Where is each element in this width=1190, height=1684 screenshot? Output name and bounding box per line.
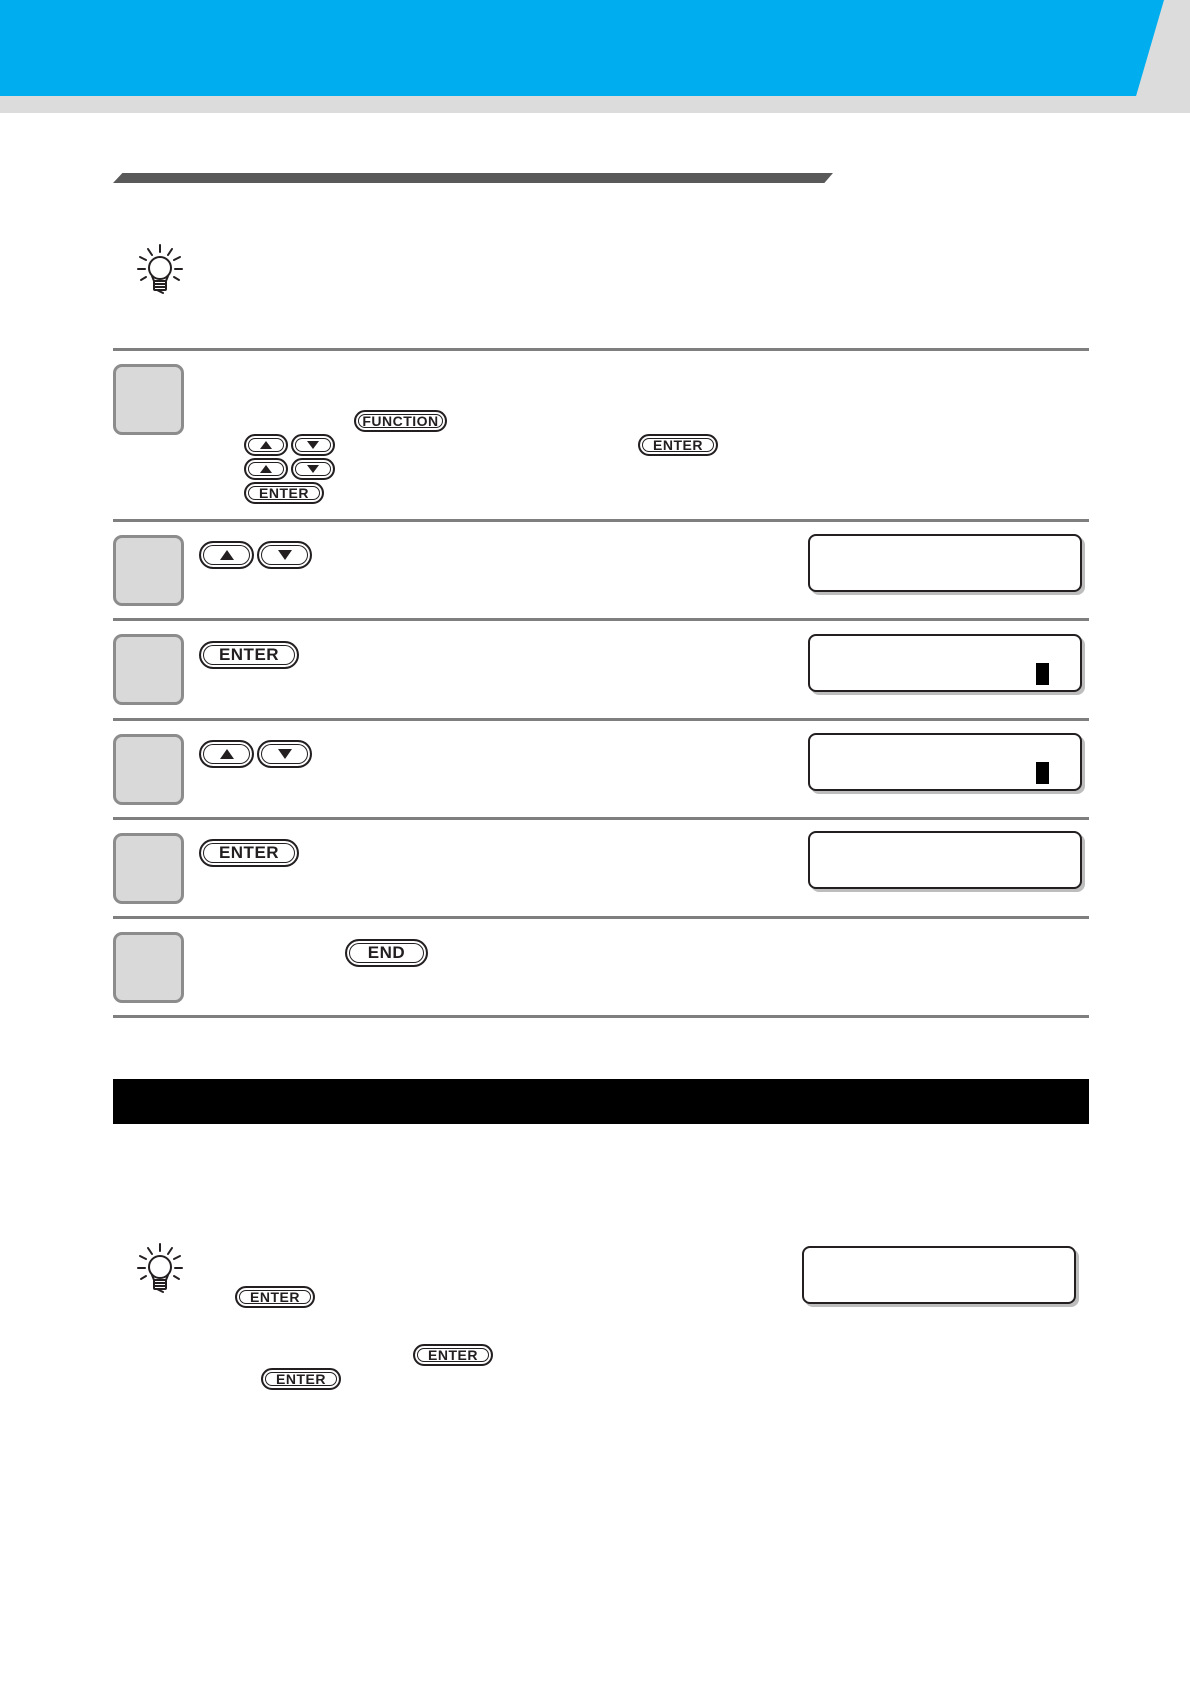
down-arrow-icon — [278, 550, 292, 560]
step-divider — [113, 348, 1089, 351]
step-divider — [113, 718, 1089, 721]
up-key — [244, 434, 288, 456]
section-header-bar — [113, 1079, 1089, 1124]
section-title-bar — [113, 173, 833, 183]
down-arrow-icon — [307, 441, 319, 449]
down-key — [291, 458, 335, 480]
down-key — [257, 541, 312, 569]
lcd-cursor — [1036, 762, 1049, 784]
enter-key: ENTER — [413, 1344, 493, 1366]
step-divider — [113, 916, 1089, 919]
enter-key: ENTER — [638, 434, 718, 456]
step-divider — [113, 817, 1089, 820]
up-key — [199, 740, 254, 768]
down-key — [291, 434, 335, 456]
down-arrow-icon — [278, 749, 292, 759]
up-arrow-icon — [260, 465, 272, 473]
end-key: END — [345, 939, 428, 967]
up-key — [199, 541, 254, 569]
down-key — [257, 740, 312, 768]
up-arrow-icon — [220, 749, 234, 759]
enter-key: ENTER — [199, 839, 299, 867]
up-key — [244, 458, 288, 480]
enter-key: ENTER — [235, 1286, 315, 1308]
lcd-display — [802, 1246, 1076, 1304]
lcd-cursor — [1036, 663, 1049, 685]
step-number-box-5 — [113, 833, 184, 904]
lightbulb-icon — [136, 243, 184, 295]
lightbulb-icon — [136, 1242, 184, 1294]
step-number-box-1 — [113, 364, 184, 435]
lcd-display — [808, 534, 1082, 592]
step-number-box-3 — [113, 634, 184, 705]
function-key: FUNCTION — [354, 410, 447, 432]
step-divider — [113, 519, 1089, 522]
step-number-box-6 — [113, 932, 184, 1003]
step-number-box-4 — [113, 734, 184, 805]
up-arrow-icon — [260, 441, 272, 449]
step-divider — [113, 618, 1089, 621]
step-divider — [113, 1015, 1089, 1018]
header-band — [0, 0, 1164, 96]
enter-key: ENTER — [261, 1368, 341, 1390]
enter-key: ENTER — [199, 641, 299, 669]
up-arrow-icon — [220, 550, 234, 560]
step-number-box-2 — [113, 535, 184, 606]
enter-key: ENTER — [244, 482, 324, 504]
down-arrow-icon — [307, 465, 319, 473]
lcd-display — [808, 831, 1082, 889]
